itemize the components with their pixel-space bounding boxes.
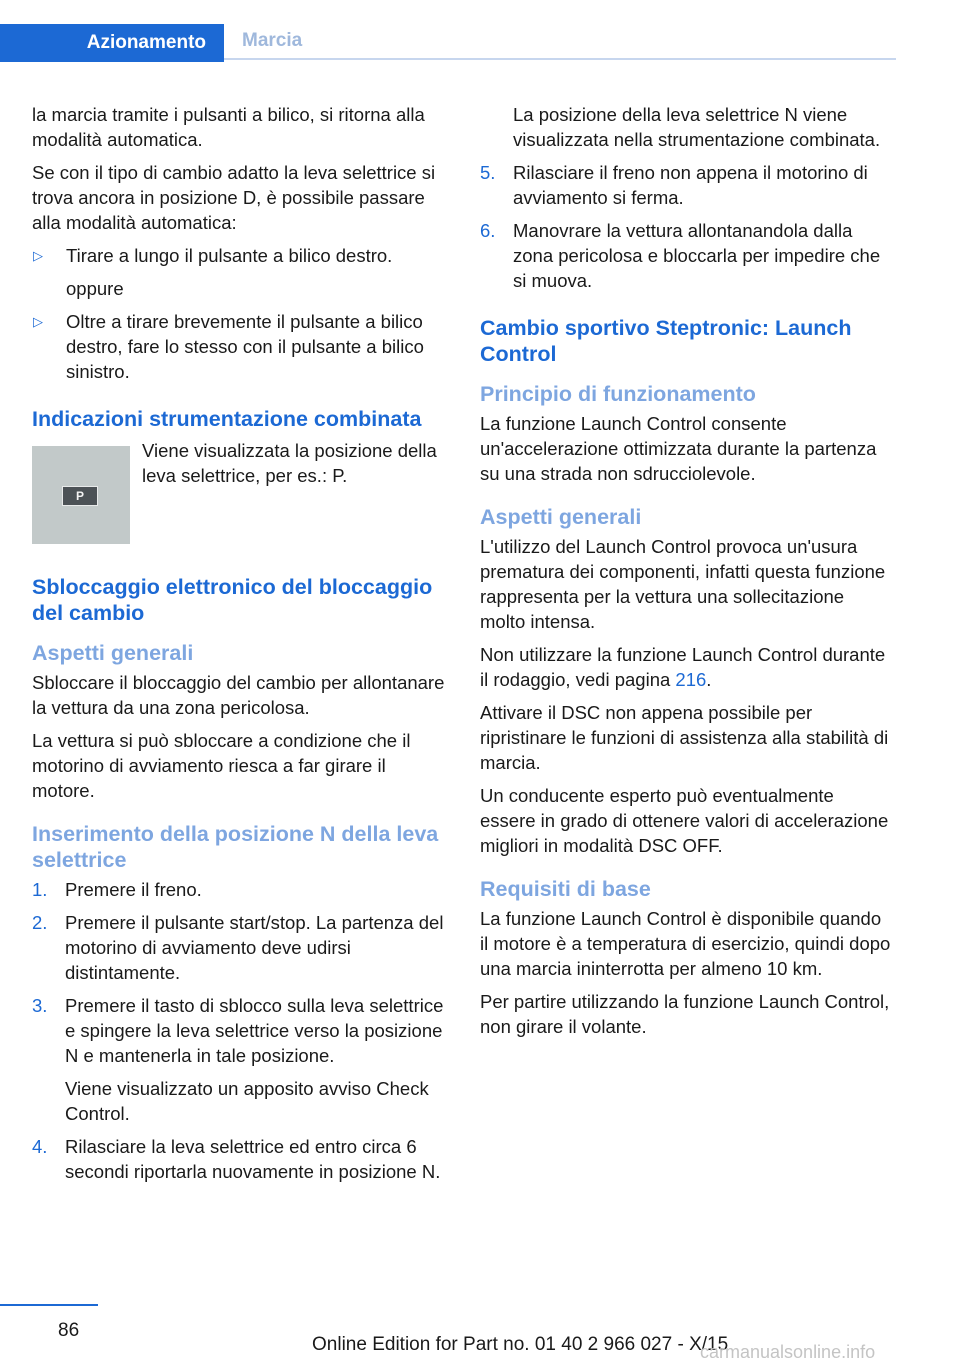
heading-sbloccaggio: Sbloccaggio elettronico del bloccaggio del cambio [32, 575, 433, 625]
paragraph: La vettura si può sbloccare a condizione che il motorino di avviamento riesca a far girare il motore. [32, 730, 411, 801]
list-item-subtext: oppure [66, 278, 124, 299]
paragraph: Attivare il DSC non appena possibile per ripristinare le funzioni di assistenza alla stabilità di marcia. [480, 702, 889, 773]
list-item [480, 160, 894, 210]
list-item-text: Tirare a lungo il pulsante a bilico destro. [66, 245, 393, 266]
list-item [32, 243, 446, 301]
paragraph [480, 642, 894, 692]
list-item-text: Premere il pulsante start/stop. La partenza del motorino di avviamento deve udirsi distintamente. [65, 912, 444, 983]
list-item [32, 993, 446, 1126]
list-item [32, 309, 446, 384]
heading-indicazioni: Indicazioni strumentazione combinata [32, 407, 422, 431]
heading-requisiti: Requisiti di base [480, 877, 651, 901]
step-number: 2. [32, 912, 48, 933]
paragraph: L'utilizzo del Launch Control provoca un'usura prematura dei componenti, infatti questa funzione rappresenta per la vettura una sollecitazione molto intensa. [480, 536, 886, 632]
list-item-subtext: Viene visualizzato un apposito avviso Check Control. [65, 1078, 429, 1124]
list-item-text: Rilasciare la leva selettrice ed entro circa 6 secondi riportarla nuovamente in posizione N. [65, 1136, 441, 1182]
list-item-text: Oltre a tirare brevemente il pulsante a bilico destro, fare lo stesso con il pulsante a bilico sinistro. [66, 311, 424, 382]
bullet-list [32, 243, 446, 384]
list-item-text: Manovrare la vettura allontanandola dalla zona pericolosa e bloccarla per impedire che si muova. [513, 220, 881, 291]
paragraph: Un conducente esperto può eventualmente essere in grado di ottenere valori di accelerazione migliori in modalità DSC OFF. [480, 785, 889, 856]
paragraph: Se con il tipo di cambio adatto la leva selettrice si trova ancora in posizione D, è possibile passare alla modalità automatica: [32, 162, 436, 233]
heading-aspetti-generali: Aspetti generali [480, 505, 642, 529]
tab-marcia[interactable]: Marcia [224, 24, 896, 60]
heading-principio: Principio di funzionamento [480, 382, 756, 406]
list-item-text: Premere il freno. [65, 879, 202, 900]
step-number: 6. [480, 220, 496, 241]
heading-inserimento: Inserimento della posizione N della leva selettrice [32, 822, 439, 872]
watermark: carmanualsonline.info [700, 1342, 876, 1362]
paragraph: La funzione Launch Control consente un'accelerazione ottimizzata durante la partenza su una strada non sdrucciolevole. [480, 413, 877, 484]
right-column [480, 102, 894, 1047]
list-item [32, 910, 446, 985]
triangle-bullet-icon: ▷ [33, 314, 43, 329]
display-figure [32, 442, 446, 544]
paragraph: Sbloccare il bloccaggio del cambio per allontanare la vettura da una zona pericolosa. [32, 672, 445, 718]
footer-divider [0, 1304, 98, 1306]
heading-launch-control: Cambio sportivo Steptronic: Launch Control [480, 316, 852, 366]
text-span: Non utilizzare la funzione Launch Control durante il rodaggio, vedi pagina [480, 644, 886, 690]
triangle-bullet-icon: ▷ [33, 248, 43, 263]
numbered-list [480, 160, 894, 293]
list-item-text: Premere il tasto di sblocco sulla leva selettrice e spingere la leva selettrice verso la posizione N e mantenerla in tale posizione. [65, 995, 444, 1066]
list-item-text: Rilasciare il freno non appena il motorino di avviamento si ferma. [513, 162, 868, 208]
paragraph: la marcia tramite i pulsanti a bilico, si ritorna alla modalità automatica. [32, 104, 425, 150]
gear-display-image [32, 446, 130, 544]
list-item [480, 218, 894, 293]
paragraph: Per partire utilizzando la funzione Launch Control, non girare il volante. [480, 991, 890, 1037]
step-number: 5. [480, 162, 496, 183]
step-number: 3. [32, 995, 48, 1016]
numbered-list [32, 877, 446, 1184]
paragraph: La funzione Launch Control è disponibile quando il motore è a temperatura di esercizio, quindi dopo una marcia ininterrotta per almeno 10 km. [480, 908, 891, 979]
page-header [0, 0, 960, 62]
heading-aspetti-generali: Aspetti generali [32, 641, 194, 665]
paragraph: La posizione della leva selettrice N viene visualizzata nella strumentazione combinata. [513, 104, 881, 150]
step-number: 4. [32, 1136, 48, 1157]
list-item [32, 877, 446, 902]
gear-position-indicator: P [62, 486, 98, 506]
step-number: 1. [32, 879, 48, 900]
edition-note: Online Edition for Part no. 01 40 2 966 027 - X/15 [312, 1334, 729, 1355]
page-link[interactable]: 216 [675, 669, 707, 690]
tab-azionamento[interactable]: Azionamento [0, 24, 224, 62]
left-column [32, 102, 446, 1192]
page-number: 86 [58, 1320, 80, 1341]
text-span: . [706, 669, 712, 690]
list-item [32, 1134, 446, 1184]
paragraph: Viene visualizzata la posizione della leva selettrice, per es.: P. [142, 440, 437, 486]
